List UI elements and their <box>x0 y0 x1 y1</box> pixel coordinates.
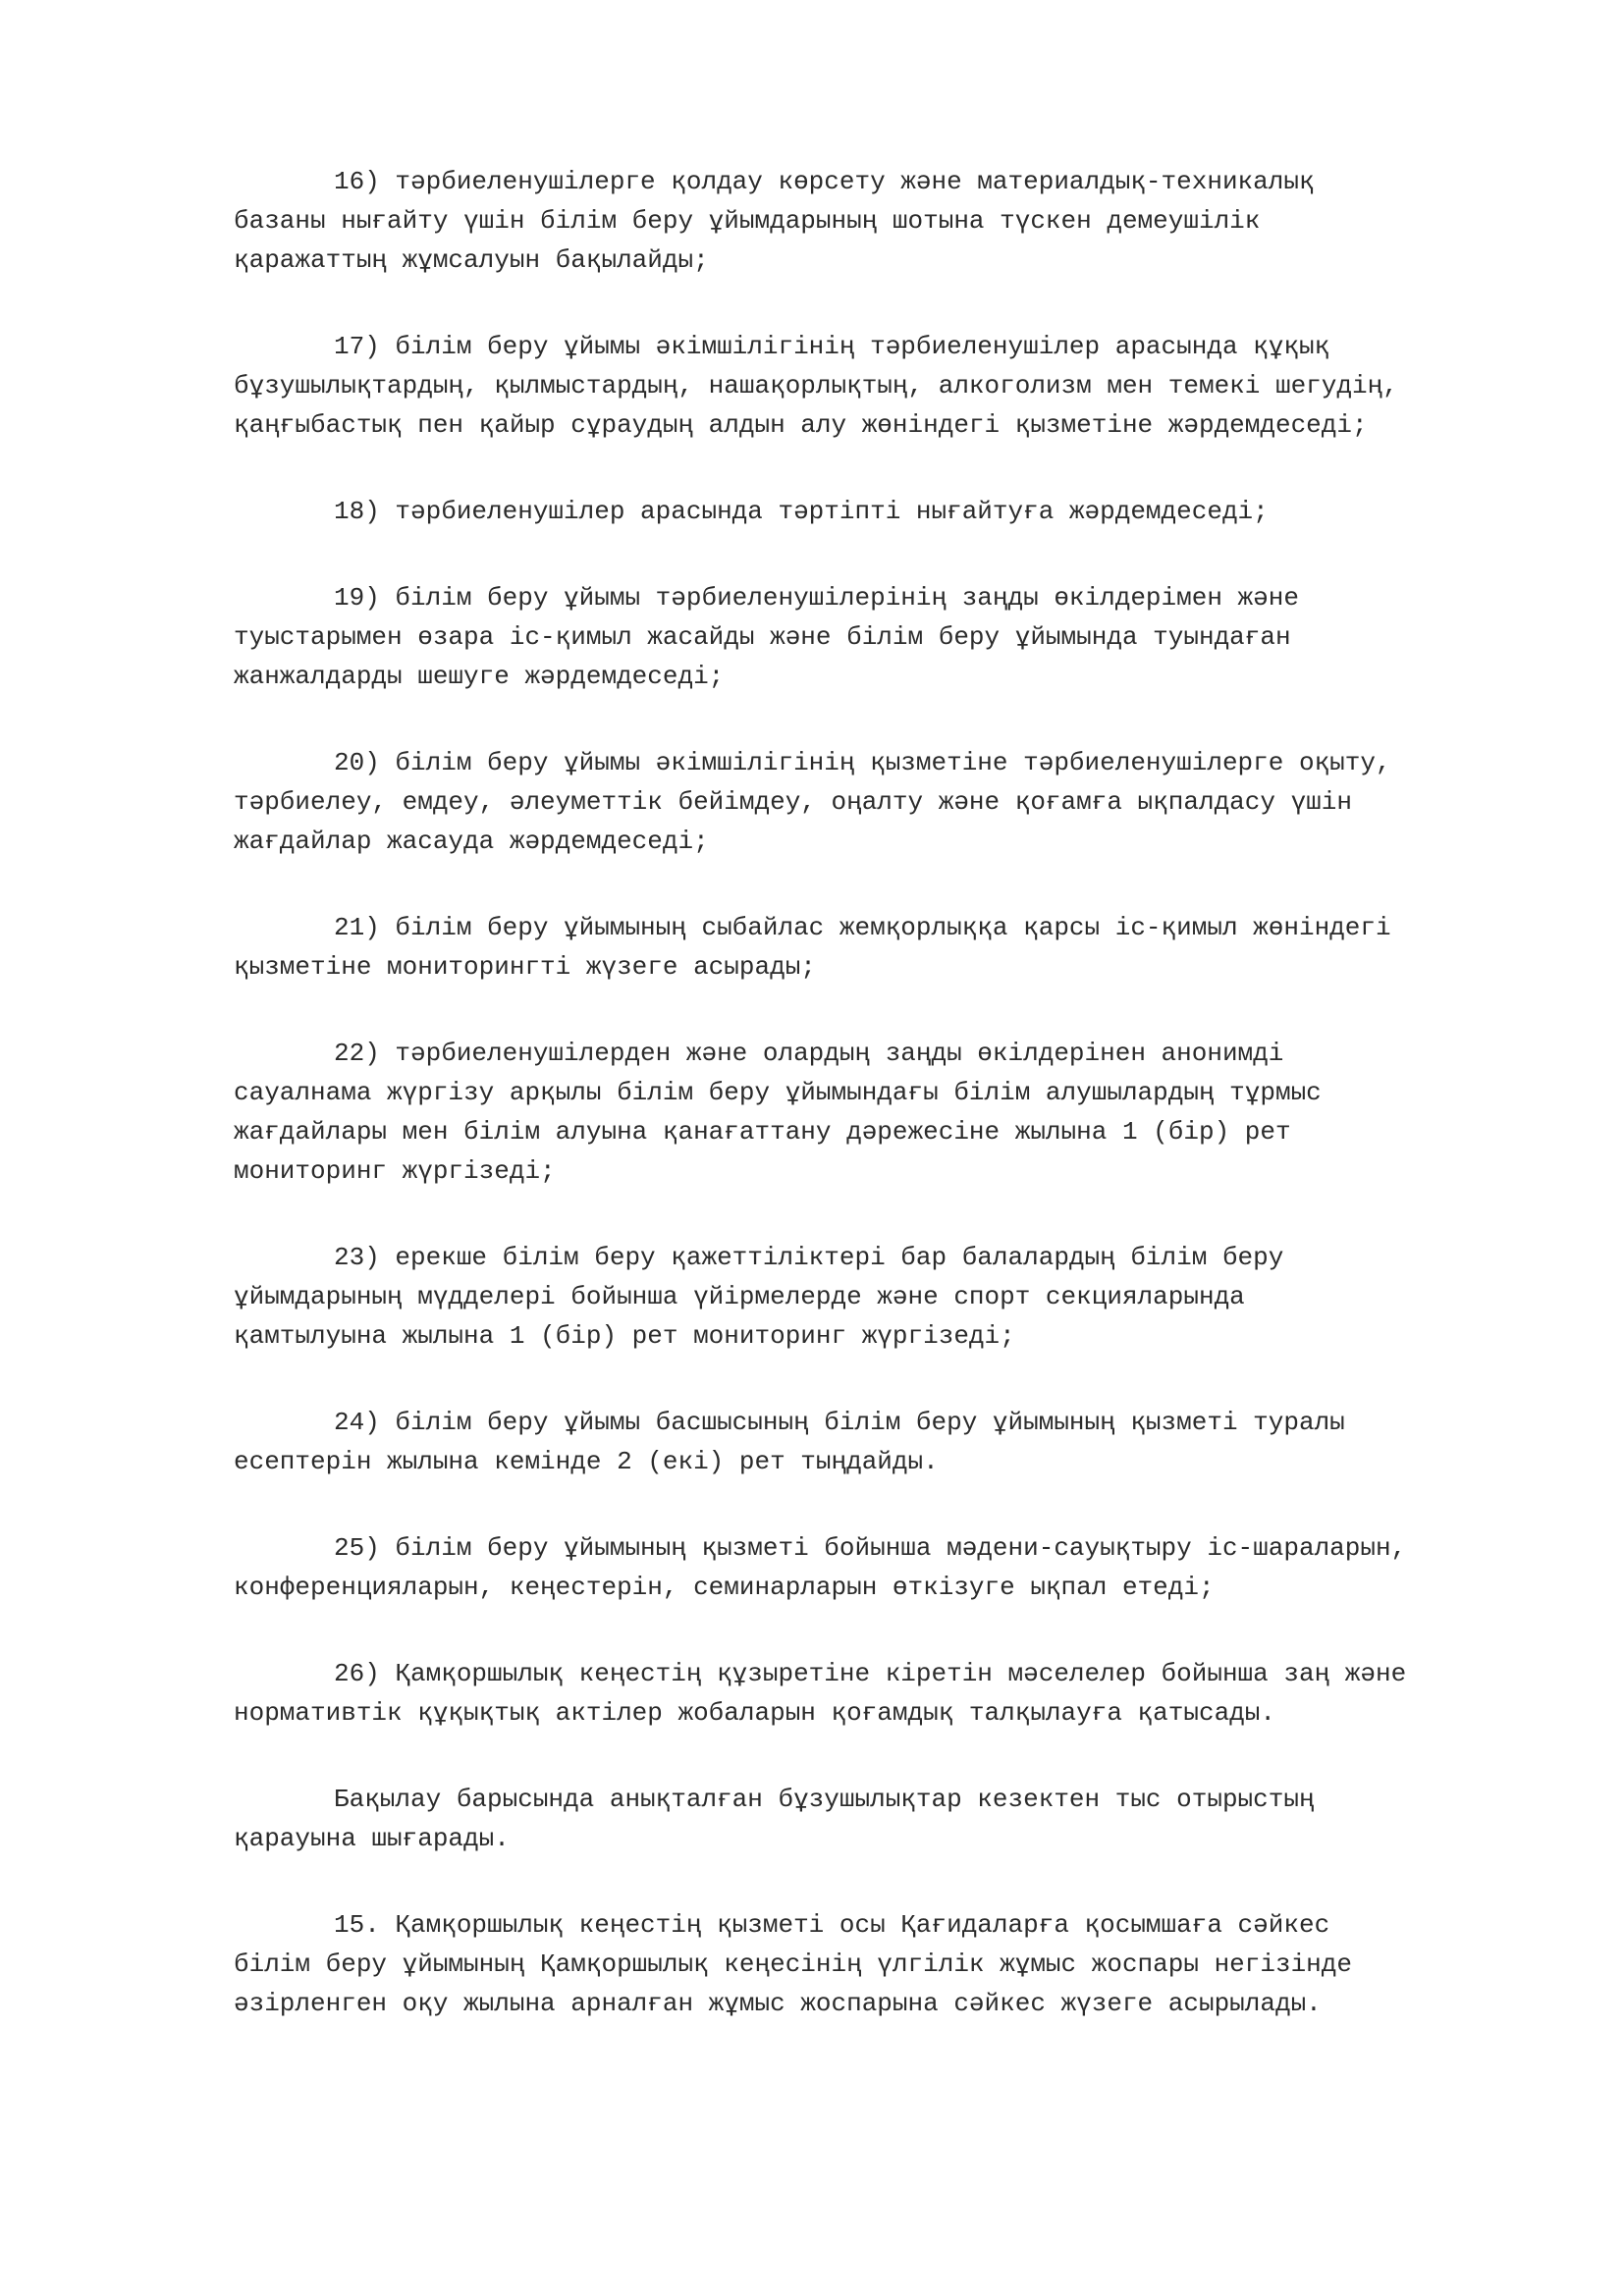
paragraph-line: 21) білім беру ұйымының сыбайлас жемқорлыққа қарсы іс-қимыл жөніндегі <box>334 913 1391 942</box>
paragraph-line: 26) Қамқоршылық кеңестің құзыретіне кіретін мәселелер бойынша заң және <box>334 1659 1407 1688</box>
document-paragraph <box>234 578 1510 696</box>
paragraph-line: қаражаттың жұмсалуын бақылайды; <box>234 245 709 275</box>
paragraph-line: мониторинг жүргізеді; <box>234 1156 556 1186</box>
document-paragraph <box>234 327 1510 445</box>
document-paragraph <box>234 1034 1510 1191</box>
document-paragraph <box>234 1528 1510 1607</box>
paragraph-line: білім беру ұйымының Қамқоршылық кеңесінің үлгілік жұмыс жоспары негізінде <box>234 1949 1352 1979</box>
paragraph-line: жанжалдарды шешуге жәрдемдеседі; <box>234 662 725 691</box>
paragraph-line: қарауына шығарады. <box>234 1824 510 1853</box>
paragraph-line: туыстарымен өзара іс-қимыл жасайды және білім беру ұйымында туындаған <box>234 622 1291 652</box>
paragraph-line: нормативтік құқықтық актілер жобаларын қоғамдық талқылауға қатысады. <box>234 1698 1275 1728</box>
document-paragraph <box>234 1654 1510 1733</box>
document-paragraph <box>234 743 1510 861</box>
paragraph-line: 15. Қамқоршылық кеңестің қызметі осы Қағидаларға қосымшаға сәйкес <box>334 1910 1330 1940</box>
document-paragraph <box>234 492 1510 531</box>
document-paragraph <box>234 908 1510 987</box>
document-paragraph <box>234 162 1510 280</box>
paragraph-line: базаны нығайту үшін білім беру ұйымдарының шотына түскен демеушілік <box>234 206 1261 236</box>
document-body <box>234 162 1510 2070</box>
paragraph-line: қаңғыбастық пен қайыр сұраудың алдын алу жөніндегі қызметіне жәрдемдеседі; <box>234 410 1368 440</box>
paragraph-line: Бақылау барысында анықталған бұзушылықтар кезектен тыс отырыстың <box>334 1785 1315 1814</box>
paragraph-line: әзірленген оқу жылына арналған жұмыс жоспарына сәйкес жүзеге асырылады. <box>234 1989 1322 2018</box>
paragraph-line: 18) тәрбиеленушілер арасында тәртіпті нығайтуға жәрдемдеседі; <box>334 497 1269 526</box>
paragraph-line: 16) тәрбиеленушілерге қолдау көрсету және материалдық-техникалық <box>334 167 1315 196</box>
paragraph-line: 24) білім беру ұйымы басшысының білім беру ұйымының қызметі туралы <box>334 1408 1345 1437</box>
document-paragraph <box>234 1780 1510 1858</box>
paragraph-line: жағдайлары мен білім алуына қанағаттану дәрежесіне жылына 1 (бір) рет <box>234 1117 1291 1147</box>
paragraph-line: қамтылуына жылына 1 (бір) рет мониторинг жүргізеді; <box>234 1321 1015 1351</box>
paragraph-line: 19) білім беру ұйымы тәрбиеленушілерінің заңды өкілдерімен және <box>334 583 1299 613</box>
paragraph-line: есептерін жылына кемінде 2 (екі) рет тыңдайды. <box>234 1447 939 1476</box>
paragraph-line: сауалнама жүргізу арқылы білім беру ұйымындағы білім алушылардың тұрмыс <box>234 1078 1322 1107</box>
paragraph-line: ұйымдарының мүдделері бойынша үйірмелерде және спорт секцияларында <box>234 1282 1245 1311</box>
paragraph-line: тәрбиелеу, емдеу, әлеуметтік бейімдеу, оңалту және қоғамға ықпалдасу үшін <box>234 787 1352 817</box>
paragraph-line: 25) білім беру ұйымының қызметі бойынша мәдени-сауықтыру іс-шараларын, <box>334 1533 1407 1563</box>
paragraph-line: бұзушылықтардың, қылмыстардың, нашақорлықтың, алкоголизм мен темекі шегудің, <box>234 371 1398 400</box>
paragraph-line: 17) білім беру ұйымы әкімшілігінің тәрбиеленушілер арасында құқық <box>334 332 1330 361</box>
paragraph-line: 20) білім беру ұйымы әкімшілігінің қызметіне тәрбиеленушілерге оқыту, <box>334 748 1391 777</box>
document-paragraph <box>234 1905 1510 2023</box>
paragraph-line: қызметіне мониторингті жүзеге асырады; <box>234 952 816 982</box>
paragraph-line: жағдайлар жасауда жәрдемдеседі; <box>234 827 709 856</box>
document-paragraph <box>234 1238 1510 1356</box>
paragraph-line: 23) ерекше білім беру қажеттіліктері бар балалардың білім беру <box>334 1243 1284 1272</box>
document-paragraph <box>234 1403 1510 1481</box>
paragraph-line: конференцияларын, кеңестерін, семинарларын өткізуге ықпал етеді; <box>234 1573 1215 1602</box>
paragraph-line: 22) тәрбиеленушілерден және олардың заңды өкілдерінен анонимді <box>334 1039 1284 1068</box>
